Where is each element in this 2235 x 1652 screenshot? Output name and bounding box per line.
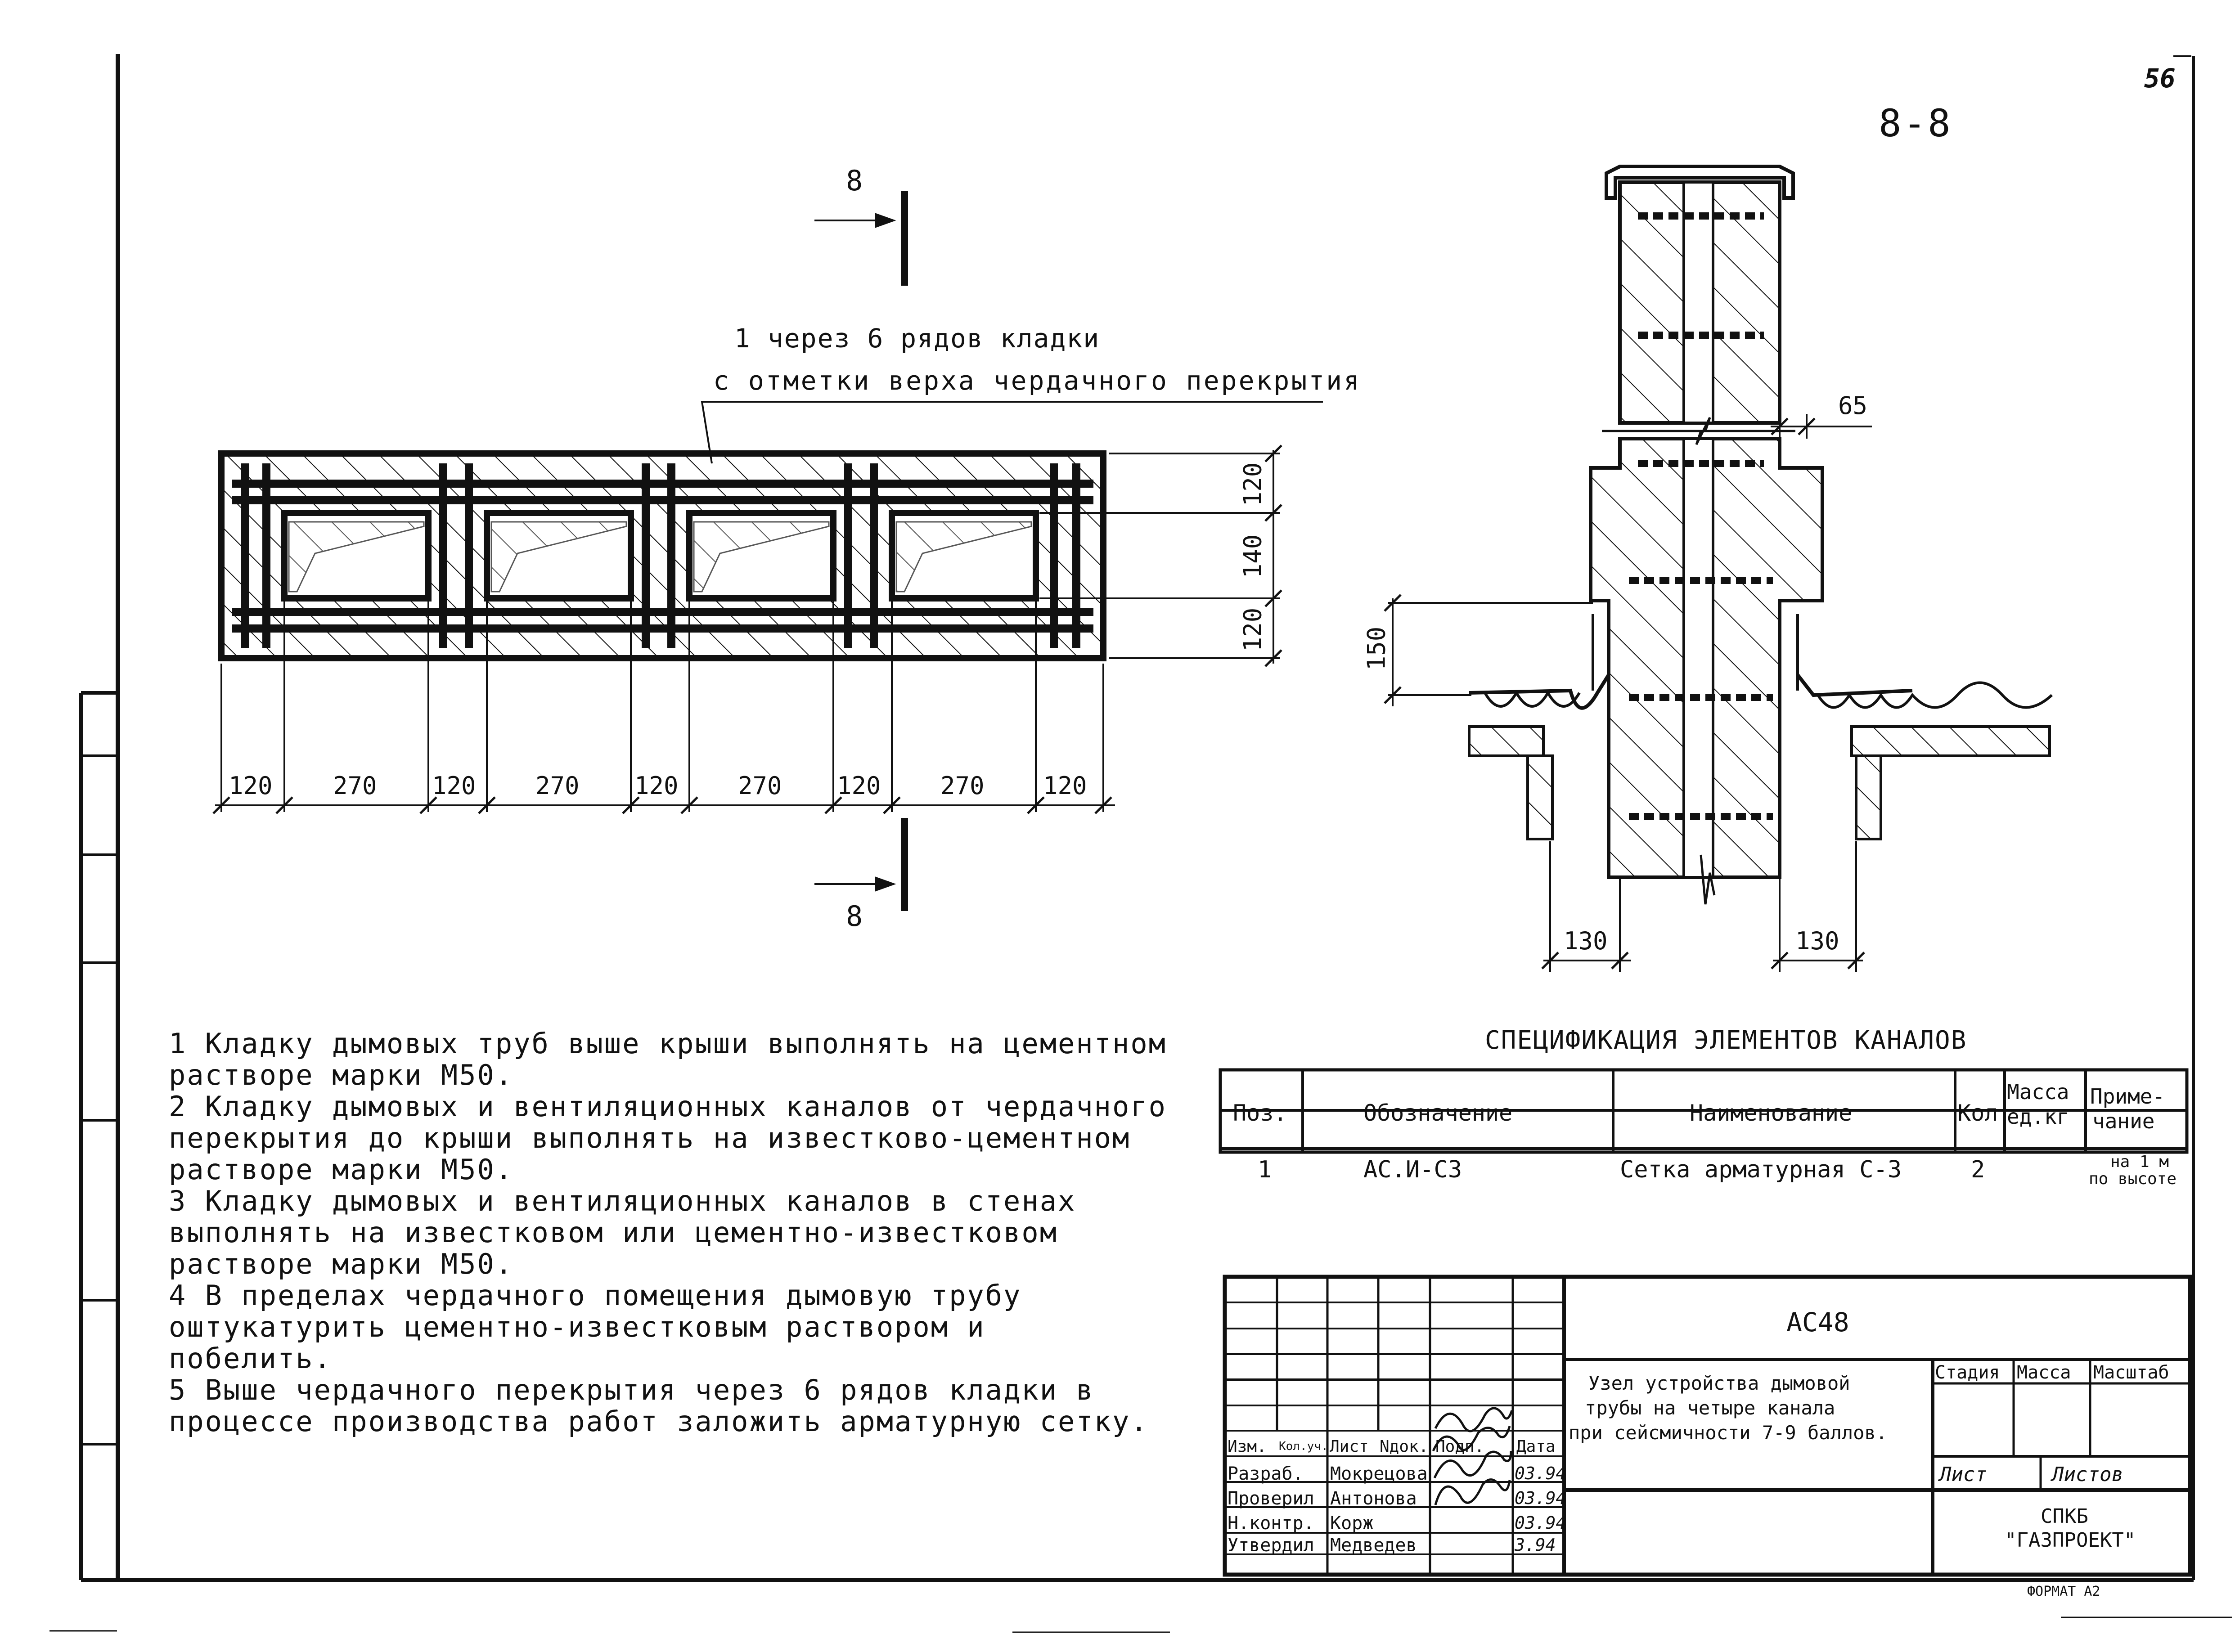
spec-header-pos: Поз. [1233, 1100, 1287, 1126]
stamp-date: 3.94 [1515, 1535, 1556, 1555]
stamp-scale: Масштаб [2093, 1362, 2169, 1383]
note-line: выполнять на известковом или цементно-известковом [169, 1216, 1058, 1249]
spec-row-designation: АС.И-СЗ [1363, 1156, 1462, 1183]
dim-bottom-8: 270 [940, 772, 985, 800]
plan-view [221, 402, 1323, 658]
dim-bottom-1: 120 [229, 772, 273, 800]
note-line: 4 В пределах чердачного помещения дымовую трубу [169, 1279, 1022, 1312]
dim-130-left: 130 [1564, 927, 1608, 955]
spec-row-note: на 1 м [2110, 1153, 2169, 1171]
note-line: растворе марки М50. [169, 1059, 514, 1091]
dim-65: 65 [1838, 391, 1868, 420]
stamp-role: Проверил [1228, 1488, 1314, 1509]
dim-bottom-2: 270 [333, 772, 377, 800]
stamp-col-podp: Подп. [1435, 1437, 1484, 1456]
note-line: 3 Кладку дымовых и вентиляционных каналов в стенах [169, 1185, 1076, 1217]
note-line: 5 Выше чердачного перекрытия через 6 рядов кладки в [169, 1374, 1094, 1406]
spec-header-note: Приме- [2090, 1084, 2165, 1109]
cut-label-top: 8 [846, 164, 863, 197]
stamp-col-ndok: Nдок. [1380, 1437, 1429, 1456]
stamp-mass: Масса [2017, 1362, 2071, 1383]
leader-label-2: с отметки верха чердачного перекрытия [713, 365, 1362, 396]
dim-150: 150 [1362, 626, 1391, 671]
stamp-col-data: Дата [1516, 1437, 1556, 1456]
format-label: ФОРМАТ А2 [2027, 1584, 2100, 1599]
page-number: 56 [2144, 63, 2176, 94]
stamp-org: СПКБ [2041, 1505, 2088, 1528]
stamp-title-line-1: Узел устройства дымовой [1588, 1372, 1850, 1394]
stamp-person: Корж [1330, 1513, 1374, 1534]
stamp-date: 03.94 [1515, 1463, 1566, 1483]
stamp-col-izm: Изм. [1228, 1437, 1267, 1456]
cut-label-bottom: 8 [846, 900, 863, 933]
stamp-sheet: Лист [1939, 1463, 1987, 1486]
stamp-role: Н.контр. [1228, 1513, 1314, 1534]
section-view [1385, 166, 2052, 972]
dim-bottom-5: 120 [634, 772, 679, 800]
dim-bottom-4: 270 [535, 772, 580, 800]
stamp-person: Антонова [1330, 1488, 1417, 1509]
spec-header-note-2: чание [2092, 1109, 2155, 1133]
spec-row-qty: 2 [1971, 1156, 1985, 1183]
stamp-col-kol: Кол.уч. [1279, 1440, 1328, 1453]
dim-bottom-7: 120 [837, 772, 881, 800]
stamp-person: Мокрецова [1330, 1463, 1428, 1484]
leader-label-1: 1 через 6 рядов кладки [734, 323, 1100, 354]
stamp-person: Медведев [1330, 1535, 1417, 1556]
note-line: оштукатурить цементно-известковым раствором и [169, 1311, 985, 1343]
note-line: 1 Кладку дымовых труб выше крыши выполнять на цементном [169, 1027, 1167, 1060]
stamp-date: 03.94 [1515, 1513, 1566, 1533]
stamp-title-line-3: при сейсмичности 7-9 баллов. [1569, 1422, 1888, 1444]
dim-right-3: 120 [1238, 607, 1267, 652]
note-line: растворе марки М50. [169, 1153, 514, 1186]
stamp-code: АС48 [1786, 1307, 1849, 1338]
spec-row-pos: 1 [1258, 1156, 1272, 1183]
spec-row-note-2: по высоте [2089, 1170, 2177, 1188]
spec-title: СПЕЦИФИКАЦИЯ ЭЛЕМЕНТОВ КАНАЛОВ [1485, 1026, 1967, 1055]
stamp-stage: Стадия [1935, 1362, 2000, 1383]
spec-header-mass-unit: ед.кг [2007, 1104, 2069, 1129]
section-title: 8-8 [1879, 101, 1952, 145]
note-line: 2 Кладку дымовых и вентиляционных каналов от чердачного [169, 1090, 1167, 1123]
spec-header-designation: Обозначение [1363, 1100, 1513, 1126]
dim-bottom-6: 270 [738, 772, 782, 800]
stamp-date: 03.94 [1515, 1488, 1566, 1508]
spec-header-name: Наименование [1690, 1100, 1853, 1126]
spec-header-mass: Масса [2007, 1080, 2069, 1104]
note-line: процессе производства работ заложить арматурную сетку. [169, 1405, 1149, 1438]
spec-row-name: Сетка арматурная С-3 [1620, 1156, 1902, 1183]
dim-bottom-9: 120 [1043, 772, 1087, 800]
stamp-sheets: Листов [2052, 1463, 2123, 1486]
note-line: растворе марки М50. [169, 1248, 514, 1280]
stamp-role: Разраб. [1228, 1463, 1304, 1484]
stamp-title-line-2: трубы на четыре канала [1585, 1397, 1835, 1419]
note-line: побелить. [169, 1342, 332, 1375]
dim-bottom-3: 120 [432, 772, 476, 800]
spec-header-qty: Кол [1957, 1100, 1998, 1126]
dim-right-1: 120 [1238, 462, 1267, 507]
dim-right-2: 140 [1238, 534, 1267, 579]
dim-130-right: 130 [1795, 927, 1839, 955]
stamp-org-2: "ГАЗПРОЕКТ" [2005, 1529, 2136, 1552]
stamp-role: Утвердил [1228, 1535, 1314, 1556]
note-line: перекрытия до крыши выполнять на известково-цементном [169, 1122, 1131, 1154]
stamp-col-list: Лист [1330, 1437, 1369, 1456]
